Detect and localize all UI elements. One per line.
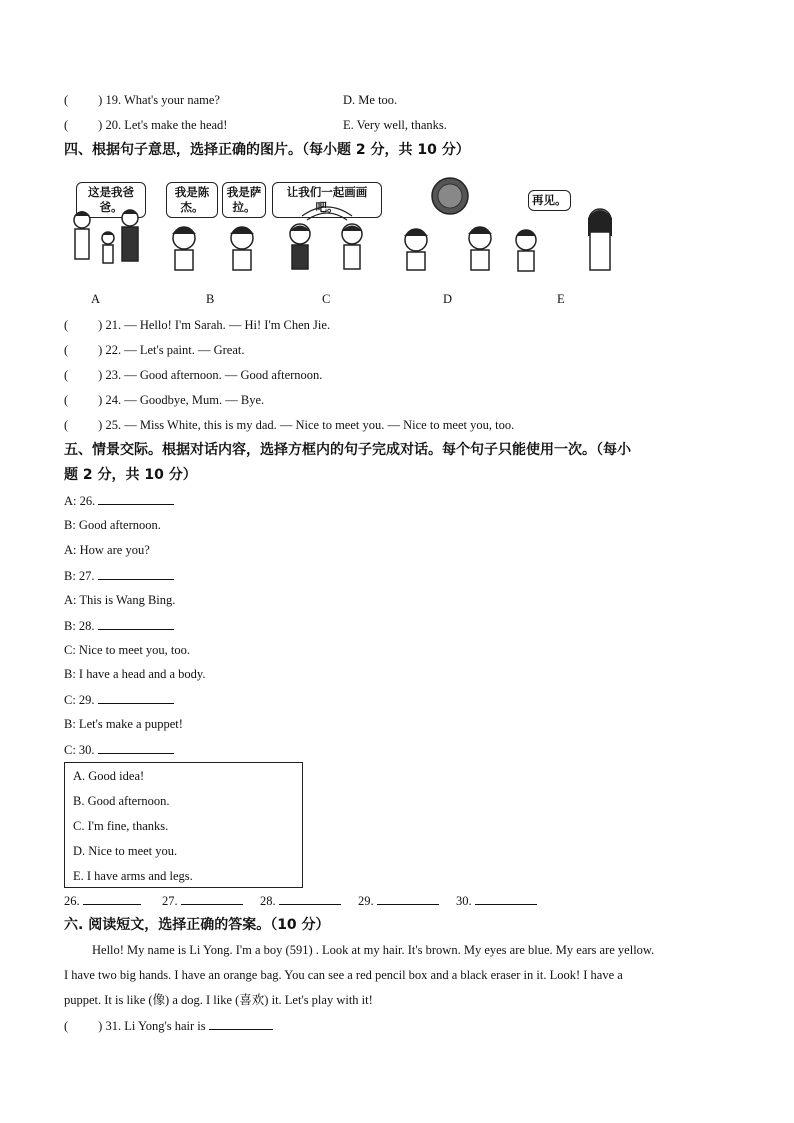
question-24: ( ) 24. — Goodbye, Mum. — Bye. <box>64 393 265 407</box>
speech-bubble-sarah: 我是萨拉。 <box>222 182 266 218</box>
children-illustration <box>222 176 382 276</box>
answer-26: 26. <box>64 892 141 909</box>
girl-illustration <box>158 176 218 276</box>
dialogue-line-29: C: 29. <box>64 691 174 708</box>
option-item: E. I have arms and legs. <box>73 869 193 883</box>
dialogue-line: B: Good afternoon. <box>64 518 161 532</box>
speech-bubble-draw: 让我们一起画画吧。 <box>272 182 382 218</box>
answer-blank[interactable] <box>279 892 341 905</box>
answer-blank[interactable] <box>209 1017 273 1030</box>
picture-letter-d: D <box>443 292 453 306</box>
passage-line-3: puppet. It is like (像) a dog. I like (喜欢) it. Let's play with it! <box>64 993 373 1007</box>
picture-a <box>66 176 146 276</box>
question-23: ( ) 23. — Good afternoon. — Good afternoon. <box>64 368 323 382</box>
picture-letter-a: A <box>91 292 101 306</box>
picture-letter-c: C <box>322 292 331 306</box>
picture-c <box>222 176 382 276</box>
option-item: C. I'm fine, thanks. <box>73 819 169 833</box>
dialogue-line: B: I have a head and a body. <box>64 667 206 681</box>
answer-blank[interactable] <box>181 892 243 905</box>
answer-blank[interactable] <box>98 741 174 754</box>
dialogue-line-30: C: 30. <box>64 741 174 758</box>
section-6-heading: 六. 阅读短文，选择正确的答案。（10 分） <box>64 917 330 933</box>
picture-e <box>508 176 620 276</box>
picture-letter-e: E <box>557 292 565 306</box>
dialogue-line: C: Nice to meet you, too. <box>64 643 191 657</box>
question-20: ( ) 20. Let's make the head! <box>64 118 228 132</box>
dialogue-line-26: A: 26. <box>64 492 174 509</box>
speech-bubble: 再见。 <box>528 190 571 211</box>
option-item: A. Good idea! <box>73 769 145 783</box>
question-19: ( ) 19. What's your name? <box>64 93 220 107</box>
picture-b <box>158 176 218 276</box>
passage-line-1: Hello! My name is Li Yong. I'm a boy (591) . Look at my hair. It's brown. My eyes are blue. My ears are yellow. <box>92 943 655 957</box>
answer-blank[interactable] <box>98 617 174 630</box>
section-4-heading: 四、根据句子意思，选择正确的图片。（每小题 2 分，共 10 分） <box>64 142 470 158</box>
speech-bubble: 这是我爸爸。 <box>76 182 146 218</box>
option-item: D. Nice to meet you. <box>73 844 178 858</box>
question-22: ( ) 22. — Let's paint. — Great. <box>64 343 245 357</box>
speech-bubble: 我是陈杰。 <box>166 182 218 218</box>
dialogue-line-27: B: 27. <box>64 567 174 584</box>
dialogue-line-28: B: 28. <box>64 617 174 634</box>
options-box <box>64 762 303 888</box>
passage-line-2: I have two big hands. I have an orange bag. You can see a red pencil box and a black eraser in it. Look! I have a <box>64 968 623 982</box>
answer-blank[interactable] <box>98 492 174 505</box>
dialogue-line: B: Let's make a puppet! <box>64 717 183 731</box>
painting-illustration <box>398 176 508 276</box>
question-21: ( ) 21. — Hello! I'm Sarah. — Hi! I'm Chen Jie. <box>64 318 331 332</box>
answer-27: 27. <box>162 892 243 909</box>
option-d: D. Me too. <box>343 93 398 107</box>
family-illustration <box>66 176 146 276</box>
answer-blank[interactable] <box>475 892 537 905</box>
answer-blank[interactable] <box>377 892 439 905</box>
dialogue-line: A: How are you? <box>64 543 150 557</box>
answer-29: 29. <box>358 892 439 909</box>
option-item: B. Good afternoon. <box>73 794 170 808</box>
question-25: ( ) 25. — Miss White, this is my dad. — Nice to meet you. — Nice to meet you, too. <box>64 418 515 432</box>
answer-blank[interactable] <box>83 892 141 905</box>
picture-letter-b: B <box>206 292 215 306</box>
answer-blank[interactable] <box>98 691 174 704</box>
option-e: E. Very well, thanks. <box>343 118 447 132</box>
section-5-heading-line2: 题 2 分，共 10 分） <box>64 467 197 483</box>
picture-d <box>398 176 508 276</box>
dialogue-line: A: This is Wang Bing. <box>64 593 176 607</box>
section-5-heading-line1: 五、情景交际。根据对话内容，选择方框内的句子完成对话。每个句子只能使用一次。（每小 <box>64 442 631 458</box>
answer-30: 30. <box>456 892 537 909</box>
goodbye-illustration <box>508 176 620 276</box>
answer-28: 28. <box>260 892 341 909</box>
answer-blank[interactable] <box>98 567 174 580</box>
question-31: ( ) 31. Li Yong's hair is <box>64 1017 273 1034</box>
